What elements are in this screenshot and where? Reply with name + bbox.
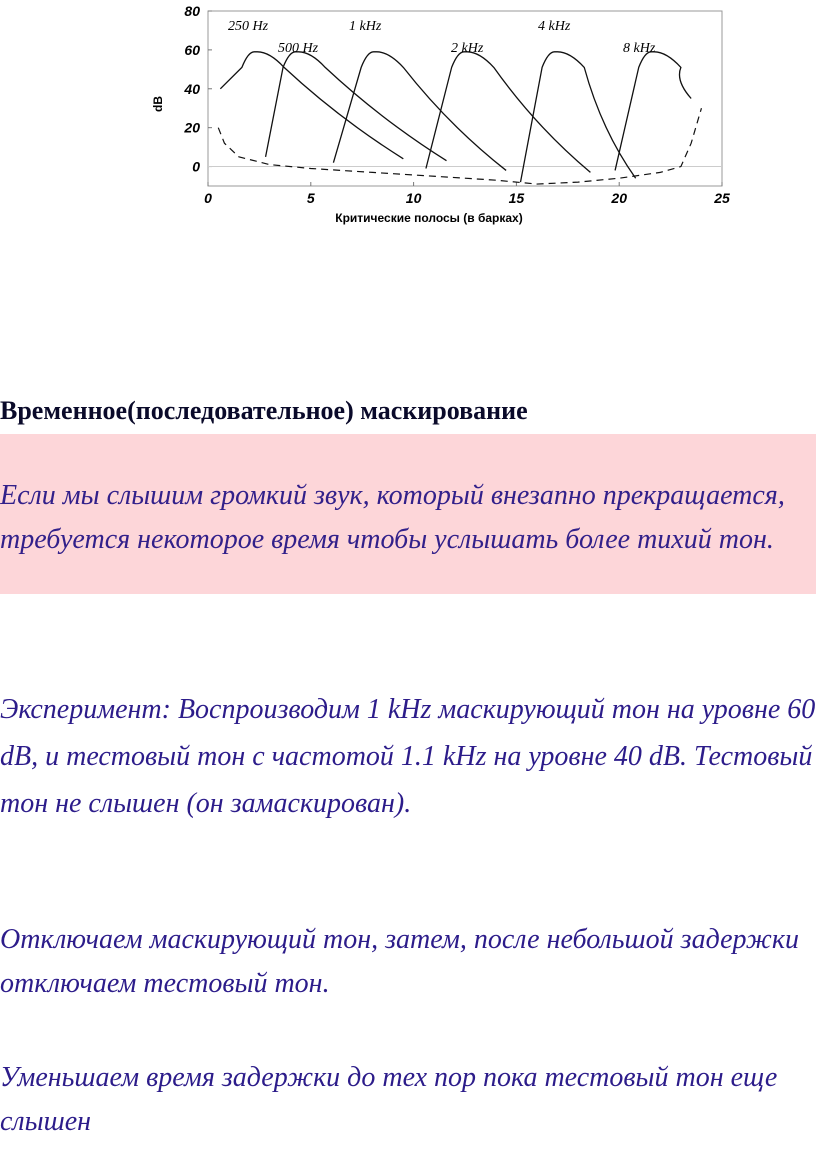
procedure-paragraph: Отключаем маскирующий тон, затем, после небольшой задержки отключаем тестовый тон. xyxy=(0,924,799,999)
experiment-paragraph: Эксперимент: Воспроизводим 1 kHz маскирующий тон на уровне 60 dB, и тестовый тон с частотой 1.1 kHz на уровне 40 dB. Тестовый тон не слышен (он замаскирован). xyxy=(0,694,816,819)
masking-curve xyxy=(220,52,403,159)
frequency-label-1khz: 1 kHz xyxy=(349,19,382,34)
conclusion-paragraph: Уменьшаем время задержки до тех пор пока тестовый тон еще слышен xyxy=(0,1062,778,1137)
x-tick-label: 15 xyxy=(508,190,525,206)
x-axis-label: Критические полосы (в барках) xyxy=(335,211,523,225)
axes-frame xyxy=(208,11,722,186)
frequency-label-4khz: 4 kHz xyxy=(538,19,571,34)
plot-frame xyxy=(208,11,722,186)
y-axis-label: dB xyxy=(151,96,165,112)
x-tick-label: 25 xyxy=(714,190,730,206)
masking-curve xyxy=(615,52,691,171)
y-tick-label: 0 xyxy=(192,158,200,175)
frequency-label-2khz: 2 kHz xyxy=(451,41,484,56)
masking-curves xyxy=(220,52,691,182)
frequency-label-8khz: 8 kHz xyxy=(623,41,656,56)
y-tick-label: 20 xyxy=(184,119,200,136)
masking-curve xyxy=(266,52,447,161)
frequency-label-500hz: 500 Hz xyxy=(278,41,319,56)
masking-curve xyxy=(333,52,506,171)
highlight-text: Если мы слышим громкий звук, который внезапно прекращается, требуется некоторое время чтобы услышать более тихий тон. xyxy=(0,480,785,555)
x-tick-label: 5 xyxy=(306,190,315,206)
masking-curve xyxy=(426,52,590,173)
threshold-dashed-line xyxy=(218,108,701,184)
x-tick-label: 10 xyxy=(405,190,422,206)
x-tick-label: 0 xyxy=(204,190,212,206)
frequency-label-250hz: 250 Hz xyxy=(228,19,269,34)
y-tick-label: 40 xyxy=(184,80,200,97)
section-heading: Временное(последовательное) маскирование xyxy=(0,396,528,425)
y-tick-label: 80 xyxy=(184,3,200,19)
x-tick-label: 20 xyxy=(611,190,627,206)
y-tick-label: 60 xyxy=(184,41,200,58)
masking-curves-chart xyxy=(140,0,740,235)
